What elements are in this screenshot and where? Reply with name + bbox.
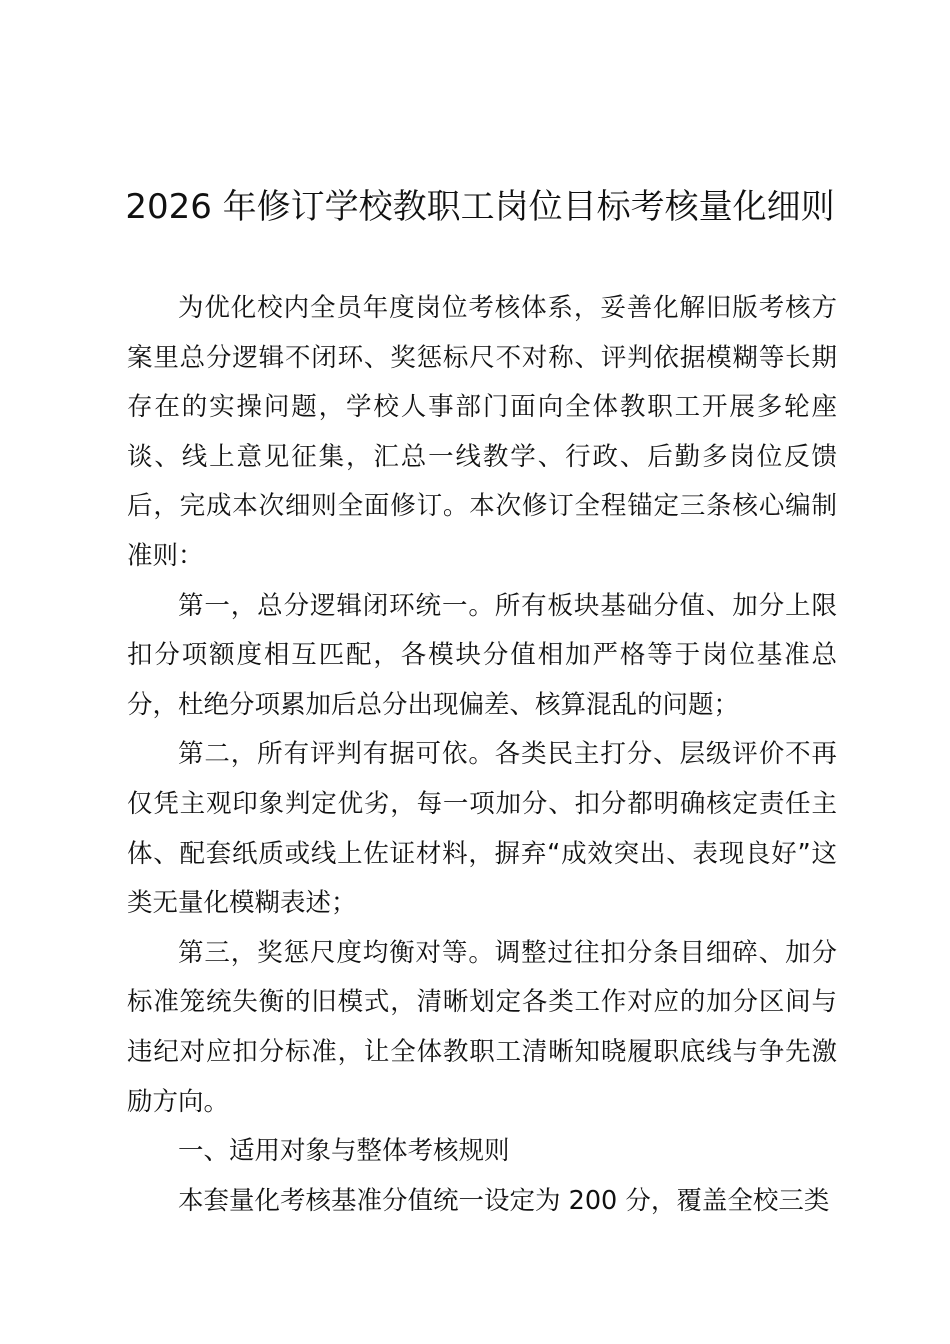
section-paragraph: 本套量化考核基准分值统一设定为 200 分，覆盖全校三类 (178, 1185, 830, 1216)
section-heading: 一、适用对象与整体考核规则 (178, 1136, 510, 1167)
principle-three-paragraph: 第三，奖惩尺度均衡对等。调整过往扣分条目细碎、加分标准笼统失衡的旧模式，清晰划定各类工作对应的加分区间与违纪对应扣分标准，让全体教职工清晰知晓履职底线与争先激励方向。 (127, 937, 837, 1117)
principle-one-paragraph: 第一，总分逻辑闭环统一。所有板块基础分值、加分上限扣分项额度相互匹配，各模块分值相加严格等于岗位基准总分，杜绝分项累加后总分出现偏差、核算混乱的问题； (127, 590, 837, 720)
document-title: 2026 年修订学校教职工岗位目标考核量化细则 (125, 187, 835, 227)
principle-two-paragraph: 第二，所有评判有据可依。各类民主打分、层级评价不再仅凭主观印象判定优劣，每一项加分、扣分都明确核定责任主体、配套纸质或线上佐证材料，摒弃“成效突出、表现良好”这类无量化模糊表述； (127, 739, 837, 919)
document-body (127, 284, 837, 1226)
intro-paragraph: 为优化校内全员年度岗位考核体系，妥善化解旧版考核方案里总分逻辑不闭环、奖惩标尺不对称、评判依据模糊等长期存在的实操问题，学校人事部门面向全体教职工开展多轮座谈、线上意见征集，汇总一线教学、行政、后勤多岗位反馈后，完成本次细则全面修订。本次修订全程锚定三条核心编制准则： (127, 293, 837, 571)
